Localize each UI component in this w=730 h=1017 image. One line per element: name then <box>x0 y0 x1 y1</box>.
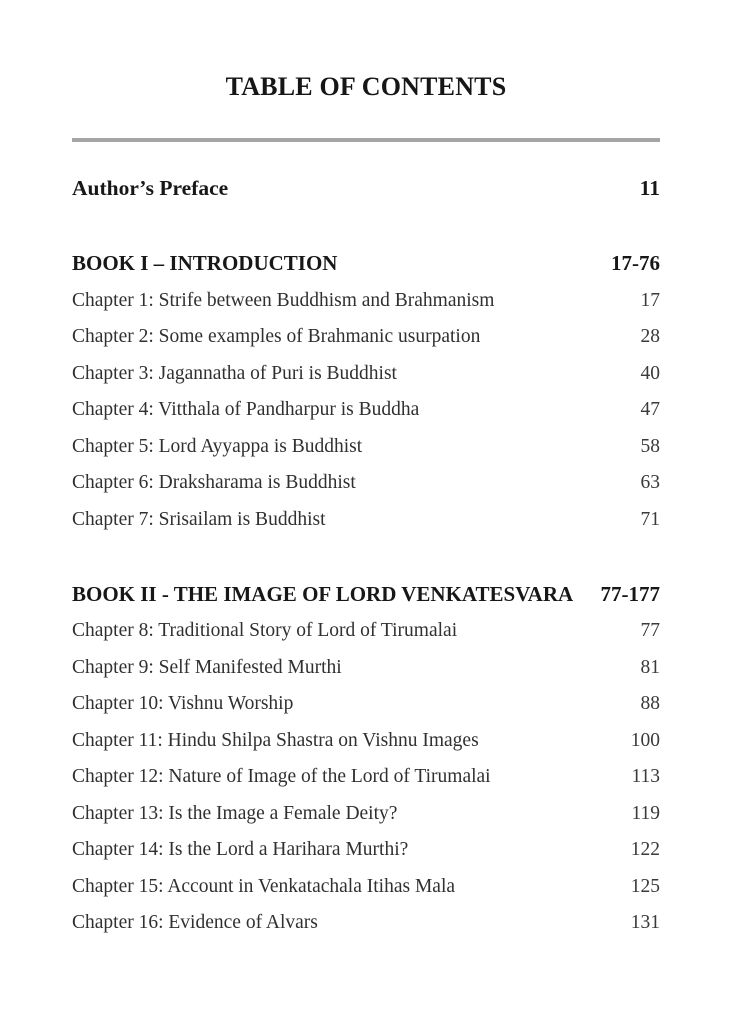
toc-entry-chapter-15 <box>72 873 660 900</box>
toc-entry-chapter-5 <box>72 433 660 460</box>
toc-entry-label: Chapter 10: Vishnu Worship <box>72 693 294 714</box>
toc-entry-page: 125 <box>630 875 660 897</box>
toc-entry-page: 131 <box>630 912 660 933</box>
toc-entry-label: Chapter 5: Lord Ayyappa is Buddhist <box>72 435 363 457</box>
toc-section-pages: 17-76 <box>611 251 660 275</box>
page-title: TABLE OF CONTENTS <box>225 72 507 101</box>
toc-entry-page: 88 <box>640 693 660 714</box>
toc-entry-page: 113 <box>631 766 660 787</box>
toc-entry-label: Chapter 7: Srisailam is Buddhist <box>72 508 326 530</box>
toc-entry-label: Chapter 2: Some examples of Brahmanic usurpation <box>72 326 481 347</box>
toc-entry-page: 11 <box>639 176 660 200</box>
toc-section-pages: 77-177 <box>600 581 660 606</box>
toc-entry-chapter-10 <box>72 690 660 717</box>
toc-entry-label: Chapter 13: Is the Image a Female Deity? <box>72 802 398 824</box>
toc-entry-chapter-13 <box>72 800 660 827</box>
toc-entry-chapter-11 <box>72 727 660 754</box>
toc-entry-page: 40 <box>640 362 660 384</box>
toc-entry-page: 71 <box>640 508 660 530</box>
toc-section-label: BOOK I – INTRODUCTION <box>72 251 338 275</box>
toc-entry-chapter-8 <box>72 617 660 644</box>
toc-entry-page: 81 <box>640 656 660 678</box>
toc-entry-chapter-2 <box>72 323 660 350</box>
toc-entry-page: 28 <box>640 326 660 347</box>
toc-entry-label: Chapter 11: Hindu Shilpa Shastra on Vishnu Images <box>72 729 479 751</box>
horizontal-rule <box>72 138 660 142</box>
toc-entry-label: Chapter 12: Nature of Image of the Lord of Tirumalai <box>72 766 491 787</box>
toc-entry-label: Chapter 1: Strife between Buddhism and Brahmanism <box>72 289 495 311</box>
toc-entry-page: 77 <box>640 620 660 641</box>
toc-entry-page: 17 <box>640 289 660 311</box>
toc-entry-chapter-16 <box>72 909 660 936</box>
toc-entry-label: Chapter 4: Vitthala of Pandharpur is Buddha <box>72 399 420 420</box>
toc-section-heading-book2 <box>72 581 660 608</box>
toc-entry-page: 63 <box>640 472 660 493</box>
toc-entry-chapter-9 <box>72 654 660 681</box>
toc-entry-label: Chapter 15: Account in Venkatachala Itihas Mala <box>72 875 456 897</box>
toc-entry-chapter-6 <box>72 469 660 496</box>
toc-entry-page: 47 <box>640 399 660 420</box>
toc-entry-page: 119 <box>631 802 660 824</box>
toc-entry-page: 122 <box>630 839 660 860</box>
toc-entry-label: Author’s Preface <box>72 176 229 200</box>
toc-entry-label: Chapter 6: Draksharama is Buddhist <box>72 472 356 493</box>
toc-entry-chapter-12 <box>72 763 660 790</box>
toc-entry-label: Chapter 16: Evidence of Alvars <box>72 912 318 933</box>
toc-entry-chapter-4 <box>72 396 660 423</box>
toc-section-label: BOOK II - THE IMAGE OF LORD VENKATESVARA <box>72 581 574 606</box>
toc-entry-chapter-14 <box>72 836 660 863</box>
toc-entry-chapter-7 <box>72 506 660 533</box>
toc-entry-chapter-1 <box>72 287 660 314</box>
toc-entry-label: Chapter 9: Self Manifested Murthi <box>72 656 342 678</box>
toc-entry-label: Chapter 8: Traditional Story of Lord of Tirumalai <box>72 620 458 641</box>
toc-entry-page: 100 <box>630 729 660 751</box>
toc-entry-chapter-3 <box>72 360 660 387</box>
toc-entry-label: Chapter 3: Jagannatha of Puri is Buddhist <box>72 362 397 384</box>
toc-entry-preface <box>72 175 660 202</box>
toc-entry-label: Chapter 14: Is the Lord a Harihara Murthi? <box>72 839 409 860</box>
toc-section-heading-book1 <box>72 250 660 277</box>
toc-page <box>72 0 660 936</box>
toc-entry-page: 58 <box>640 435 660 457</box>
